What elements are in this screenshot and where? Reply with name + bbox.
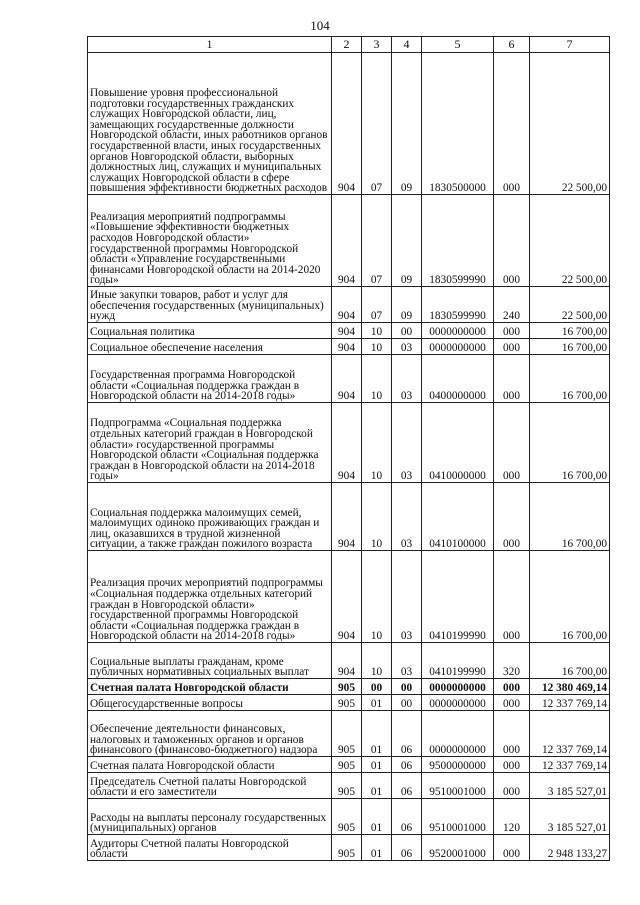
expense-type-cell: 000 bbox=[494, 483, 530, 551]
amount-cell: 12 337 769,14 bbox=[530, 711, 610, 757]
section-code-cell: 01 bbox=[362, 695, 392, 711]
admin-code-cell: 904 bbox=[332, 287, 362, 323]
amount-cell: 16 700,00 bbox=[530, 551, 610, 643]
column-header: 1 bbox=[88, 37, 332, 53]
subsection-code-cell: 03 bbox=[392, 403, 422, 483]
subsection-code-cell: 00 bbox=[392, 679, 422, 695]
target-article-cell: 0410199990 bbox=[422, 551, 494, 643]
expense-type-cell: 000 bbox=[494, 323, 530, 339]
section-code-cell: 07 bbox=[362, 53, 392, 195]
amount-cell: 22 500,00 bbox=[530, 53, 610, 195]
amount-cell: 16 700,00 bbox=[530, 339, 610, 355]
table-row bbox=[88, 773, 610, 799]
section-code-cell: 01 bbox=[362, 757, 392, 773]
row-name-cell: Реализация прочих мероприятий подпрограммы «Социальная поддержка отдельных категорий граждан в Новгородской области» государственной программы Новгородской области «Социальная поддержка граждан в Новгородской области на 2014-2018 годы» bbox=[88, 551, 332, 643]
column-header: 5 bbox=[422, 37, 494, 53]
table-header-row bbox=[88, 37, 610, 53]
amount-cell: 12 337 769,14 bbox=[530, 695, 610, 711]
expense-type-cell: 000 bbox=[494, 695, 530, 711]
target-article-cell: 9520001000 bbox=[422, 835, 494, 861]
table-row bbox=[88, 53, 610, 195]
subsection-code-cell: 03 bbox=[392, 551, 422, 643]
target-article-cell: 1830500000 bbox=[422, 53, 494, 195]
row-name-cell: Общегосударственные вопросы bbox=[88, 695, 332, 711]
expense-type-cell: 000 bbox=[494, 403, 530, 483]
expense-type-cell: 000 bbox=[494, 195, 530, 287]
page-number: 104 bbox=[310, 18, 330, 33]
table-row bbox=[88, 679, 610, 695]
target-article-cell: 0000000000 bbox=[422, 323, 494, 339]
expense-type-cell: 120 bbox=[494, 799, 530, 835]
section-code-cell: 10 bbox=[362, 403, 392, 483]
table-row bbox=[88, 799, 610, 835]
admin-code-cell: 905 bbox=[332, 695, 362, 711]
admin-code-cell: 905 bbox=[332, 679, 362, 695]
column-header: 7 bbox=[530, 37, 610, 53]
row-name-cell: Расходы на выплаты персоналу государственных (муниципальных) органов bbox=[88, 799, 332, 835]
row-name-cell: Подпрограмма «Социальная поддержка отдельных категорий граждан в Новгородской области» государственной программы Новгородской области «Социальная поддержка граждан в Новгородской области на 2014-2018 годы» bbox=[88, 403, 332, 483]
subsection-code-cell: 03 bbox=[392, 643, 422, 679]
amount-cell: 12 380 469,14 bbox=[530, 679, 610, 695]
admin-code-cell: 905 bbox=[332, 835, 362, 861]
row-name-cell: Государственная программа Новгородской области «Социальная поддержка граждан в Новгородской области на 2014-2018 годы» bbox=[88, 355, 332, 403]
column-header: 2 bbox=[332, 37, 362, 53]
table-row bbox=[88, 551, 610, 643]
target-article-cell: 0410199990 bbox=[422, 643, 494, 679]
column-header: 4 bbox=[392, 37, 422, 53]
admin-code-cell: 905 bbox=[332, 757, 362, 773]
target-article-cell: 0400000000 bbox=[422, 355, 494, 403]
row-name-cell: Счетная палата Новгородской области bbox=[88, 679, 332, 695]
table-row bbox=[88, 695, 610, 711]
amount-cell: 12 337 769,14 bbox=[530, 757, 610, 773]
expense-type-cell: 000 bbox=[494, 53, 530, 195]
expense-type-cell: 000 bbox=[494, 355, 530, 403]
expense-type-cell: 000 bbox=[494, 711, 530, 757]
amount-cell: 3 185 527,01 bbox=[530, 773, 610, 799]
subsection-code-cell: 06 bbox=[392, 711, 422, 757]
expense-type-cell: 000 bbox=[494, 757, 530, 773]
section-code-cell: 01 bbox=[362, 773, 392, 799]
table-body bbox=[88, 53, 610, 861]
amount-cell: 22 500,00 bbox=[530, 195, 610, 287]
admin-code-cell: 905 bbox=[332, 773, 362, 799]
amount-cell: 22 500,00 bbox=[530, 287, 610, 323]
row-name-cell: Председатель Счетной палаты Новгородской области и его заместители bbox=[88, 773, 332, 799]
table-row bbox=[88, 323, 610, 339]
admin-code-cell: 904 bbox=[332, 323, 362, 339]
amount-cell: 16 700,00 bbox=[530, 483, 610, 551]
admin-code-cell: 905 bbox=[332, 711, 362, 757]
subsection-code-cell: 06 bbox=[392, 835, 422, 861]
table-row bbox=[88, 643, 610, 679]
table-row bbox=[88, 339, 610, 355]
row-name-cell: Социальное обеспечение населения bbox=[88, 339, 332, 355]
admin-code-cell: 904 bbox=[332, 339, 362, 355]
target-article-cell: 9510001000 bbox=[422, 799, 494, 835]
subsection-code-cell: 09 bbox=[392, 53, 422, 195]
target-article-cell: 9500000000 bbox=[422, 757, 494, 773]
row-name-cell: Социальная политика bbox=[88, 323, 332, 339]
expense-type-cell: 000 bbox=[494, 339, 530, 355]
table-row bbox=[88, 835, 610, 861]
row-name-cell: Обеспечение деятельности финансовых, налоговых и таможенных органов и органов финансового (финансово-бюджетного) надзора bbox=[88, 711, 332, 757]
subsection-code-cell: 03 bbox=[392, 339, 422, 355]
section-code-cell: 00 bbox=[362, 679, 392, 695]
subsection-code-cell: 09 bbox=[392, 287, 422, 323]
section-code-cell: 07 bbox=[362, 287, 392, 323]
section-code-cell: 01 bbox=[362, 711, 392, 757]
amount-cell: 3 185 527,01 bbox=[530, 799, 610, 835]
expense-type-cell: 000 bbox=[494, 679, 530, 695]
subsection-code-cell: 00 bbox=[392, 323, 422, 339]
table-row bbox=[88, 483, 610, 551]
row-name-cell: Аудиторы Счетной палаты Новгородской области bbox=[88, 835, 332, 861]
amount-cell: 16 700,00 bbox=[530, 643, 610, 679]
budget-table bbox=[87, 36, 610, 861]
target-article-cell: 0000000000 bbox=[422, 679, 494, 695]
amount-cell: 16 700,00 bbox=[530, 323, 610, 339]
section-code-cell: 10 bbox=[362, 483, 392, 551]
target-article-cell: 0000000000 bbox=[422, 695, 494, 711]
table-row bbox=[88, 403, 610, 483]
table-row bbox=[88, 711, 610, 757]
section-code-cell: 01 bbox=[362, 799, 392, 835]
section-code-cell: 10 bbox=[362, 355, 392, 403]
target-article-cell: 0410100000 bbox=[422, 483, 494, 551]
target-article-cell: 1830599990 bbox=[422, 195, 494, 287]
target-article-cell: 0410000000 bbox=[422, 403, 494, 483]
target-article-cell: 0000000000 bbox=[422, 339, 494, 355]
admin-code-cell: 904 bbox=[332, 551, 362, 643]
subsection-code-cell: 06 bbox=[392, 773, 422, 799]
row-name-cell: Социальная поддержка малоимущих семей, малоимущих одиноко проживающих граждан и лиц, оказавшихся в трудной жизненной ситуации, а также граждан пожилого возраста bbox=[88, 483, 332, 551]
table-row bbox=[88, 757, 610, 773]
admin-code-cell: 904 bbox=[332, 195, 362, 287]
column-header: 3 bbox=[362, 37, 392, 53]
admin-code-cell: 905 bbox=[332, 799, 362, 835]
table-row bbox=[88, 355, 610, 403]
expense-type-cell: 000 bbox=[494, 551, 530, 643]
expense-type-cell: 320 bbox=[494, 643, 530, 679]
expense-type-cell: 000 bbox=[494, 835, 530, 861]
amount-cell: 2 948 133,27 bbox=[530, 835, 610, 861]
subsection-code-cell: 00 bbox=[392, 695, 422, 711]
expense-type-cell: 000 bbox=[494, 773, 530, 799]
subsection-code-cell: 03 bbox=[392, 355, 422, 403]
table-row bbox=[88, 287, 610, 323]
column-header: 6 bbox=[494, 37, 530, 53]
target-article-cell: 0000000000 bbox=[422, 711, 494, 757]
row-name-cell: Социальные выплаты гражданам, кроме публичных нормативных социальных выплат bbox=[88, 643, 332, 679]
amount-cell: 16 700,00 bbox=[530, 355, 610, 403]
admin-code-cell: 904 bbox=[332, 403, 362, 483]
admin-code-cell: 904 bbox=[332, 483, 362, 551]
target-article-cell: 1830599990 bbox=[422, 287, 494, 323]
subsection-code-cell: 09 bbox=[392, 195, 422, 287]
expense-type-cell: 240 bbox=[494, 287, 530, 323]
admin-code-cell: 904 bbox=[332, 53, 362, 195]
section-code-cell: 10 bbox=[362, 551, 392, 643]
table-row bbox=[88, 195, 610, 287]
admin-code-cell: 904 bbox=[332, 355, 362, 403]
section-code-cell: 07 bbox=[362, 195, 392, 287]
subsection-code-cell: 03 bbox=[392, 483, 422, 551]
target-article-cell: 9510001000 bbox=[422, 773, 494, 799]
subsection-code-cell: 06 bbox=[392, 799, 422, 835]
section-code-cell: 10 bbox=[362, 339, 392, 355]
section-code-cell: 01 bbox=[362, 835, 392, 861]
row-name-cell: Иные закупки товаров, работ и услуг для обеспечения государственных (муниципальных) нужд bbox=[88, 287, 332, 323]
section-code-cell: 10 bbox=[362, 323, 392, 339]
admin-code-cell: 904 bbox=[332, 643, 362, 679]
row-name-cell: Счетная палата Новгородской области bbox=[88, 757, 332, 773]
section-code-cell: 10 bbox=[362, 643, 392, 679]
row-name-cell: Реализация мероприятий подпрограммы «Повышение эффективности бюджетных расходов Новгородской области» государственной программы Новгородской области «Управление государственными финансами Новгородской области на 2014-2020 годы» bbox=[88, 195, 332, 287]
amount-cell: 16 700,00 bbox=[530, 403, 610, 483]
row-name-cell: Повышение уровня профессиональной подготовки государственных гражданских служащих Новгородской области, лиц, замещающих государственные должности Новгородской области, иных работников органов государственной власти, иных государственных органов Новгородской области, выборных должностных лиц, служащих и муниципальных служащих Новгородской области в сфере повышения эффективности бюджетных расходов bbox=[88, 53, 332, 195]
subsection-code-cell: 06 bbox=[392, 757, 422, 773]
